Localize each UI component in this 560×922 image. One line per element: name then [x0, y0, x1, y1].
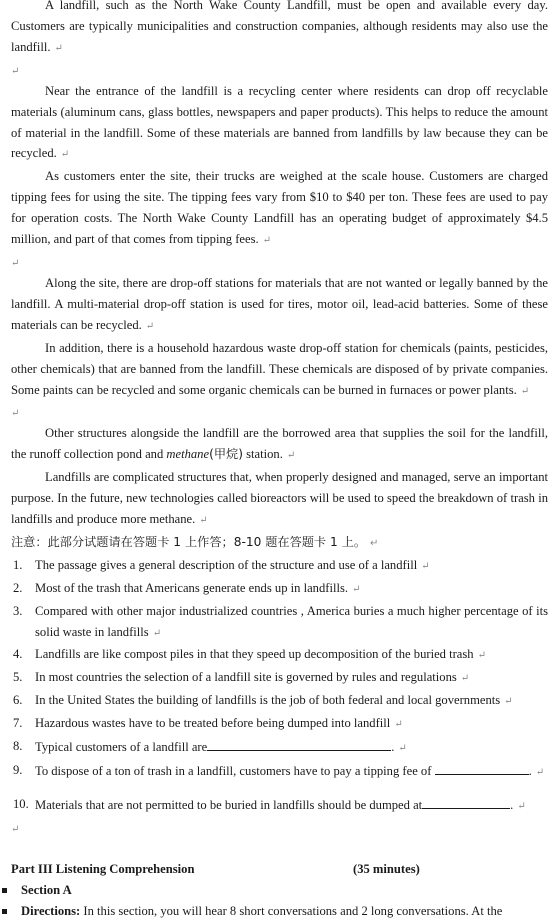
blank-line	[11, 252, 548, 273]
instruction-chinese: 注意：此部分试题请在答题卡 1 上作答；8-10 题在答题卡 1 上。 ↵	[11, 534, 379, 549]
directions-label: Directions:	[21, 903, 81, 918]
return-mark-icon: ↵	[11, 257, 20, 269]
return-mark-icon: ↵	[54, 42, 63, 54]
blank-line	[11, 402, 548, 423]
passage-paragraph-2: Near the entrance of the landfill is a recycling center where residents can drop off recyclable materials (aluminum cans, glass bottles, newspapers and paper products). This helps to reduce the amount of material in the landfill. Some of these materials are banned from landfills by law because they can be recycled. ↵	[11, 83, 548, 161]
return-mark-icon: ↵	[535, 767, 545, 778]
return-mark-icon: ↵	[394, 719, 403, 731]
question-item: 2. Most of the trash that Americans generate ends up in landfills. ↵	[13, 580, 361, 595]
answer-blank[interactable]	[422, 794, 510, 809]
return-mark-icon: ↵	[517, 800, 526, 812]
passage-paragraph-3: As customers enter the site, their trucks are weighed at the scale house. Customers are charged tipping fees for using the site. The tipping fees vary from $10 to $40 per ton. These fees are used to pay for operation costs. The North Wake County Landfill has an operating budget of approximately $4.5 million, and part of that comes from tipping fees. ↵	[11, 169, 548, 247]
directions-line: Directions: In this section, you will hear 8 short conversations and 2 long conversations. At the	[11, 901, 548, 922]
return-mark-icon: ↵	[370, 537, 379, 549]
question-item: 1. The passage gives a general description of the structure and use of a landfill ↵	[13, 557, 430, 572]
return-mark-icon: ↵	[477, 650, 486, 662]
answer-blank[interactable]	[207, 736, 391, 751]
return-mark-icon: ↵	[421, 560, 430, 572]
return-mark-icon: ↵	[504, 696, 513, 708]
question-item: 8. Typical customers of a landfill are . ↵	[11, 736, 548, 760]
section-a-heading: Section A	[11, 880, 548, 901]
passage-paragraph-7: Landfills are complicated structures that, when properly designed and managed, serve an important purpose. In the future, new technologies called bioreactors will be used to speed the breakdown of trash in landfills and produce more methane. ↵	[11, 470, 548, 527]
passage-paragraph-1: A landfill, such as the North Wake County Landfill, must be open and available every day. Customers are typically municipalities and construction companies, although residents may also use the landfill. ↵	[11, 0, 548, 54]
question-item: 9. To dispose of a ton of trash in a landfill, customers have to pay a tipping fee of . ↵	[11, 760, 548, 784]
return-mark-icon: ↵	[460, 673, 470, 685]
return-mark-icon: ↵	[199, 515, 208, 527]
part-three-time: (35 minutes)	[353, 861, 420, 876]
return-mark-icon: ↵	[152, 627, 162, 639]
return-mark-icon: ↵	[520, 385, 530, 397]
methane-chinese: (甲烷)	[209, 447, 243, 462]
blank-line	[11, 60, 548, 81]
question-item: 5. In most countries the selection of a landfill site is governed by rules and regulations ↵	[13, 670, 470, 685]
answer-blank[interactable]	[435, 760, 529, 775]
part-three-heading	[11, 859, 548, 880]
return-mark-icon: ↵	[286, 450, 296, 462]
exam-page	[11, 0, 548, 922]
question-item: 10. Materials that are not permitted to be buried in landfills should be dumped at . ↵	[11, 794, 548, 818]
return-mark-icon: ↵	[145, 320, 155, 332]
methane-term: methane	[166, 447, 210, 462]
part-three-title: Part III Listening Comprehension	[11, 861, 195, 876]
passage-paragraph-4: Along the site, there are drop-off stations for materials that are not wanted or legally banned by the landfill. A multi-material drop-off station is used for tires, motor oil, lead-acid batteries. Some of these materials can be recycled. ↵	[11, 275, 548, 332]
passage-paragraph-6: Other structures alongside the landfill are the borrowed area that supplies the soil for the landfill, the runoff collection pond and methane(甲烷) station. ↵	[11, 426, 548, 462]
return-mark-icon: ↵	[262, 235, 272, 247]
return-mark-icon: ↵	[11, 408, 20, 420]
return-mark-icon: ↵	[60, 149, 70, 161]
question-item: 7. Hazardous wastes have to be treated before being dumped into landfill ↵	[13, 716, 403, 731]
question-item: 6. In the United States the building of landfills is the job of both federal and local governments ↵	[13, 693, 513, 708]
blank-line	[11, 818, 548, 839]
return-mark-icon: ↵	[352, 583, 361, 595]
question-item: 3. Compared with other major industrialized countries , America buries a much higher percentage of its solid waste in landfills ↵	[13, 603, 548, 639]
passage-paragraph-5: In addition, there is a household hazardous waste drop-off station for chemicals (paints, pesticides, other chemicals) that are banned from the landfill. These chemicals are disposed of by private companies. Some paints can be recycled and some organic chemicals can be burned in furnaces or power plants. ↵	[11, 340, 548, 397]
return-mark-icon: ↵	[398, 743, 407, 755]
return-mark-icon: ↵	[11, 65, 20, 77]
question-item: 4. Landfills are like compost piles in that they speed up decomposition of the buried trash ↵	[13, 647, 486, 662]
return-mark-icon: ↵	[11, 823, 20, 835]
question-list	[11, 555, 548, 818]
